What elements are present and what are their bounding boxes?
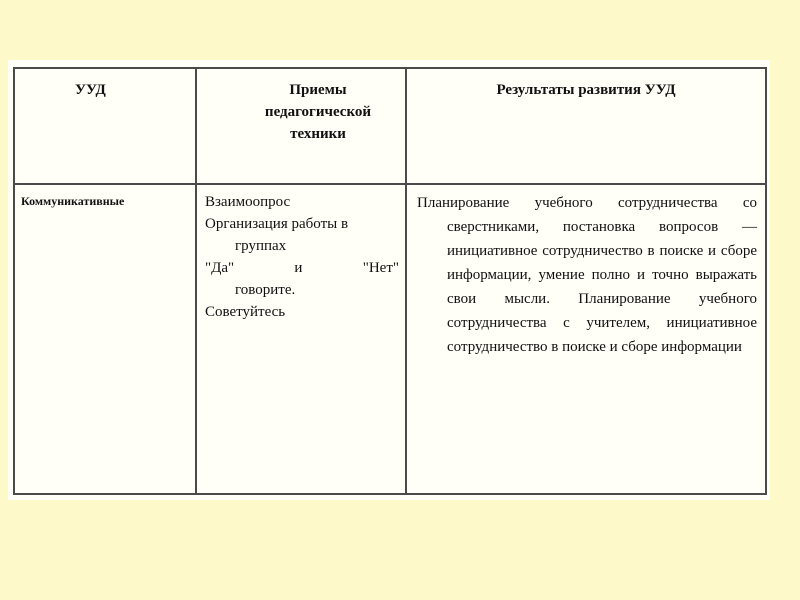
method-item-line: Организация работы в: [205, 216, 349, 232]
uud-table: [13, 67, 767, 495]
uud-type-cell: Коммуникативные: [14, 184, 196, 494]
method-item: Советуйтесь: [205, 304, 286, 320]
method-and: и: [294, 260, 303, 276]
method-item: [205, 257, 399, 279]
methods-cell: [196, 184, 406, 494]
results-text: Планирование учебного сотрудничества со сверстниками, постановка вопросов — инициативное сотрудничество в поиске и сборе информации, умение полно и точно выражать свои мысли. Планирование учебного сотрудничества с учителем, инициативное сотрудничество в поиске и сборе информации: [417, 195, 757, 355]
table-header-row: [14, 68, 766, 184]
table-row: [14, 184, 766, 494]
method-item: Взаимоопрос: [205, 194, 291, 210]
method-item-line: группах: [235, 238, 287, 254]
results-cell: [406, 184, 766, 494]
header-methods: Приемы педагогической техники: [196, 68, 406, 184]
method-da: "Да": [205, 260, 235, 276]
header-uud: УУД: [14, 68, 196, 184]
header-results: Результаты развития УУД: [406, 68, 766, 184]
method-item: [205, 213, 399, 257]
method-net: "Нет": [362, 260, 399, 276]
method-item-line: говорите.: [235, 282, 296, 298]
